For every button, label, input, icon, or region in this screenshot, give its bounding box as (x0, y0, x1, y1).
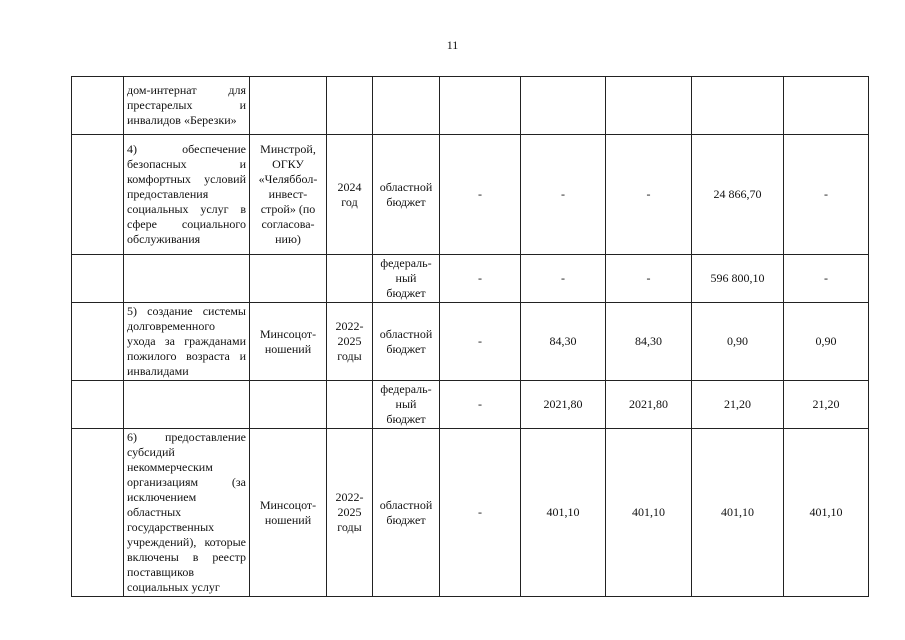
cell-description (124, 381, 250, 429)
cell-value: 21,20 (692, 381, 784, 429)
cell-value: - (440, 135, 521, 255)
cell-value: - (440, 429, 521, 597)
cell-value: - (606, 135, 692, 255)
program-table (71, 76, 869, 597)
cell-value: 21,20 (784, 381, 869, 429)
cell-description: 6) предоставление субсидий некоммерческим организациям (за исключением областных государственных учреждений), которые включены в реестр поставщиков социальных услуг (124, 429, 250, 597)
cell-source: федераль- ный бюджет (373, 381, 440, 429)
cell-period (327, 77, 373, 135)
cell-value: 401,10 (521, 429, 606, 597)
cell-number (72, 77, 124, 135)
cell-value: - (440, 255, 521, 303)
cell-value: - (521, 255, 606, 303)
cell-executor: Минстрой, ОГКУ «Челяббол- инвест- строй» (по согласова- нию) (250, 135, 327, 255)
cell-value (521, 77, 606, 135)
cell-period (327, 255, 373, 303)
cell-value: - (784, 255, 869, 303)
cell-period (327, 381, 373, 429)
cell-description: дом-интернат для престарелых и инвалидов «Березки» (124, 77, 250, 135)
cell-value: 2021,80 (606, 381, 692, 429)
cell-number (72, 303, 124, 381)
page-number: 11 (446, 38, 459, 52)
cell-value: - (606, 255, 692, 303)
cell-source: федераль- ный бюджет (373, 255, 440, 303)
cell-value (440, 77, 521, 135)
cell-value: 401,10 (606, 429, 692, 597)
cell-source: областной бюджет (373, 303, 440, 381)
cell-value (692, 77, 784, 135)
table-row (72, 135, 869, 255)
cell-value: - (440, 381, 521, 429)
cell-source: областной бюджет (373, 135, 440, 255)
cell-executor: Минсоцот- ношений (250, 429, 327, 597)
cell-number (72, 381, 124, 429)
cell-source: областной бюджет (373, 429, 440, 597)
cell-period: 2022- 2025 годы (327, 429, 373, 597)
table-row (72, 255, 869, 303)
cell-value: 84,30 (521, 303, 606, 381)
cell-period: 2024 год (327, 135, 373, 255)
table-row (72, 303, 869, 381)
cell-number (72, 255, 124, 303)
cell-value: 401,10 (692, 429, 784, 597)
cell-value: 596 800,10 (692, 255, 784, 303)
cell-value: 0,90 (784, 303, 869, 381)
cell-value: 401,10 (784, 429, 869, 597)
cell-executor (250, 255, 327, 303)
cell-value: - (521, 135, 606, 255)
cell-executor: Минсоцот- ношений (250, 303, 327, 381)
cell-value: 2021,80 (521, 381, 606, 429)
table-row (72, 381, 869, 429)
cell-value: 24 866,70 (692, 135, 784, 255)
cell-description: 4) обеспечение безопасных и комфортных условий предоставления социальных услуг в сфере социального обслуживания (124, 135, 250, 255)
table-row (72, 77, 869, 135)
cell-description: 5) создание системы долговременного ухода за гражданами пожилого возраста и инвалидами (124, 303, 250, 381)
cell-number (72, 135, 124, 255)
cell-value: - (784, 135, 869, 255)
cell-period: 2022- 2025 годы (327, 303, 373, 381)
cell-executor (250, 381, 327, 429)
cell-source (373, 77, 440, 135)
cell-value: - (440, 303, 521, 381)
cell-value: 0,90 (692, 303, 784, 381)
table-row (72, 429, 869, 597)
cell-value: 84,30 (606, 303, 692, 381)
cell-value (606, 77, 692, 135)
cell-executor (250, 77, 327, 135)
cell-description (124, 255, 250, 303)
cell-value (784, 77, 869, 135)
cell-number (72, 429, 124, 597)
